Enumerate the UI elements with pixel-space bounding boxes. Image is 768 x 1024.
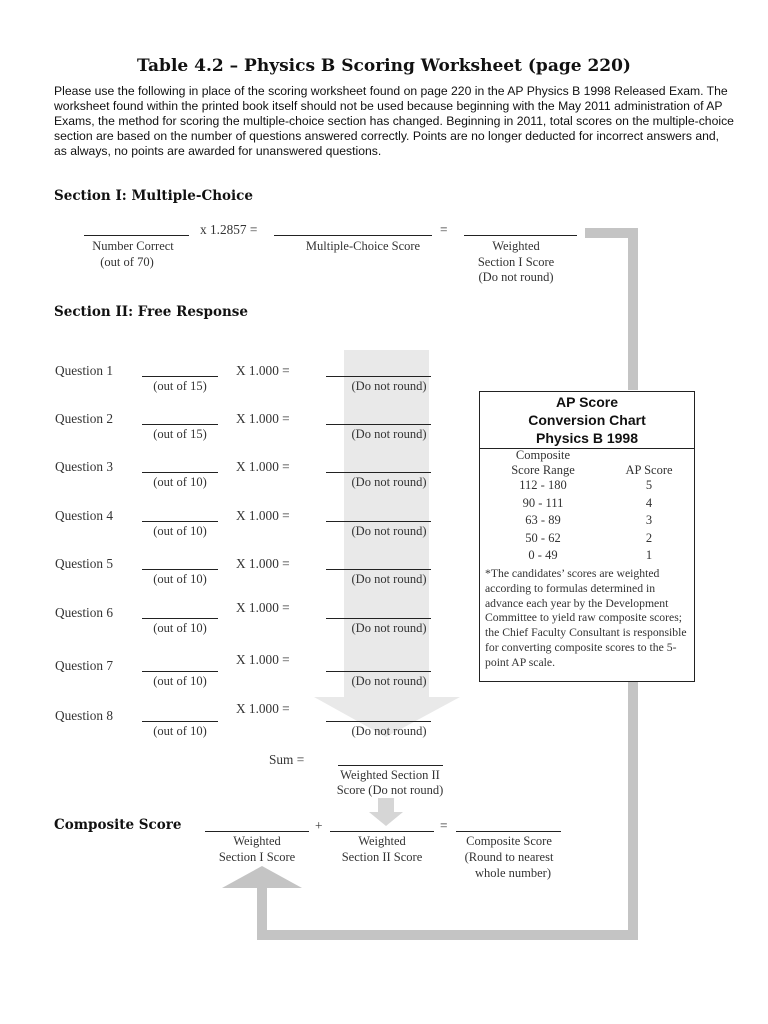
question-score-blank[interactable] <box>142 521 218 522</box>
question-label: Question 1 <box>55 363 113 378</box>
composite-score-blank[interactable] <box>456 831 561 832</box>
question-label: Question 6 <box>55 605 113 620</box>
composite-w2-l2: Section II Score <box>341 850 423 864</box>
question-out-of: (out of 10) <box>153 724 207 738</box>
chart-range-cell: 50 - 62 <box>525 530 561 545</box>
question-score-blank[interactable] <box>142 376 218 377</box>
question-do-not-round: (Do not round) <box>351 572 427 586</box>
mc-score-label: Multiple-Choice Score <box>305 239 421 253</box>
sum-sub-2: Score (Do not round) <box>336 783 444 797</box>
question-weighted-blank[interactable] <box>326 618 431 619</box>
chart-score-cell: 4 <box>645 495 653 510</box>
page-title: Table 4.2 – Physics B Scoring Worksheet (page 220) <box>137 56 631 76</box>
question-label: Question 2 <box>55 411 113 426</box>
chart-score-cell: 5 <box>645 478 653 492</box>
sum-sub-1: Weighted Section II <box>340 768 440 782</box>
chart-range-cell: 112 - 180 <box>519 478 567 492</box>
question-out-of: (out of 10) <box>153 475 207 489</box>
weighted-s1-label-1: Weighted <box>492 239 540 253</box>
composite-w1-l2: Section I Score <box>218 850 296 864</box>
question-weighted-blank[interactable] <box>326 521 431 522</box>
chart-col-range-l2: Score Range <box>511 463 575 477</box>
question-label: Question 5 <box>55 556 113 571</box>
mc-multiplier: x 1.2857 = <box>200 222 258 237</box>
question-weighted-blank[interactable] <box>326 671 431 672</box>
mc-out-of-label: (out of 70) <box>100 255 154 269</box>
question-label: Question 8 <box>55 708 113 723</box>
question-score-blank[interactable] <box>142 671 218 672</box>
chart-range-cell: 0 - 49 <box>528 548 558 562</box>
question-do-not-round: (Do not round) <box>351 379 427 393</box>
question-do-not-round: (Do not round) <box>351 475 427 489</box>
question-multiplier: X 1.000 = <box>236 459 290 474</box>
question-weighted-blank[interactable] <box>326 376 431 377</box>
chart-header <box>480 392 694 449</box>
question-out-of: (out of 10) <box>153 621 207 635</box>
question-multiplier: X 1.000 = <box>236 363 290 378</box>
composite-heading: Composite Score <box>54 817 182 833</box>
question-out-of: (out of 15) <box>153 427 207 441</box>
question-out-of: (out of 10) <box>153 572 207 586</box>
question-multiplier: X 1.000 = <box>236 600 290 615</box>
question-do-not-round: (Do not round) <box>351 724 427 738</box>
chart-col-range-l1: Composite <box>515 448 571 462</box>
weighted-s1-label-3: (Do not round) <box>478 270 554 284</box>
composite-w2-blank[interactable] <box>330 831 434 832</box>
chart-title-2: Conversion Chart <box>528 412 646 428</box>
chart-range-cell: 63 - 89 <box>525 513 561 527</box>
composite-c-l2: (Round to nearest <box>464 850 554 864</box>
question-multiplier: X 1.000 = <box>236 556 290 571</box>
composite-w2-l1: Weighted <box>358 834 406 848</box>
question-weighted-blank[interactable] <box>326 569 431 570</box>
question-multiplier: X 1.000 = <box>236 652 290 667</box>
question-do-not-round: (Do not round) <box>351 427 427 441</box>
composite-w1-l1: Weighted <box>233 834 281 848</box>
sum-blank[interactable] <box>338 765 443 766</box>
question-out-of: (out of 15) <box>153 379 207 393</box>
chart-footnote: *The candidates’ scores are weighted according to formulas determined in advance each year by the Development Committee to yield raw composite scores; the Chief Faculty Consultant is responsible for converting composite scores to the 5-point AP scale. <box>485 567 687 669</box>
mc-equals: = <box>440 222 448 237</box>
chart-score-cell: 1 <box>645 548 653 562</box>
sum-label: Sum = <box>269 752 305 767</box>
number-correct-label: Number Correct <box>92 239 174 253</box>
question-do-not-round: (Do not round) <box>351 621 427 635</box>
composite-plus: + <box>315 818 323 833</box>
question-score-blank[interactable] <box>142 472 218 473</box>
sum-down-arrow <box>369 798 403 826</box>
question-score-blank[interactable] <box>142 618 218 619</box>
composite-equals: = <box>440 818 448 833</box>
question-multiplier: X 1.000 = <box>236 411 290 426</box>
question-score-blank[interactable] <box>142 424 218 425</box>
intro-paragraph: Please use the following in place of the scoring worksheet found on page 220 in the AP Physics B 1998 Released Exam. The worksheet found within the printed book itself should not be used because beginning with the May 2011 administration of AP Exams, the method for scoring the multiple-choice section has changed. Beginning in 2011, total scores on the multiple-choice section are based on the number of questions answered correctly. Points are no longer deducted for incorrect answers and, as always, no points are awarded for unanswered questions. <box>54 84 734 158</box>
loop-up-arrow <box>222 866 302 888</box>
question-multiplier: X 1.000 = <box>236 508 290 523</box>
composite-c-l1: Composite Score <box>466 834 552 848</box>
question-label: Question 3 <box>55 459 113 474</box>
question-label: Question 4 <box>55 508 113 523</box>
chart-range-cell: 90 - 111 <box>522 495 564 510</box>
question-do-not-round: (Do not round) <box>351 674 427 688</box>
chart-score-cell: 3 <box>645 513 653 527</box>
chart-title-3: Physics B 1998 <box>536 430 638 446</box>
loop-path-bottom <box>262 680 633 935</box>
question-out-of: (out of 10) <box>153 524 207 538</box>
question-weighted-blank[interactable] <box>326 472 431 473</box>
weighted-section1-blank[interactable] <box>464 235 577 236</box>
question-label: Question 7 <box>55 658 113 673</box>
composite-w1-blank[interactable] <box>205 831 309 832</box>
chart-col-range <box>488 448 598 478</box>
question-score-blank[interactable] <box>142 569 218 570</box>
loop-path <box>585 233 633 390</box>
chart-title-1: AP Score <box>556 394 618 410</box>
weighted-s1-label-2: Section I Score <box>477 255 555 269</box>
question-out-of: (out of 10) <box>153 674 207 688</box>
question-weighted-blank[interactable] <box>326 721 431 722</box>
composite-c-l3: whole number) <box>474 866 552 880</box>
chart-col-score: AP Score <box>625 463 673 477</box>
question-weighted-blank[interactable] <box>326 424 431 425</box>
number-correct-blank[interactable] <box>84 235 189 236</box>
mc-score-blank[interactable] <box>274 235 432 236</box>
ap-score-conversion-chart <box>479 391 695 682</box>
question-score-blank[interactable] <box>142 721 218 722</box>
section1-heading: Section I: Multiple-Choice <box>54 188 253 204</box>
question-do-not-round: (Do not round) <box>351 524 427 538</box>
section2-heading: Section II: Free Response <box>54 304 248 320</box>
question-multiplier: X 1.000 = <box>236 701 290 716</box>
chart-score-cell: 2 <box>645 530 653 545</box>
